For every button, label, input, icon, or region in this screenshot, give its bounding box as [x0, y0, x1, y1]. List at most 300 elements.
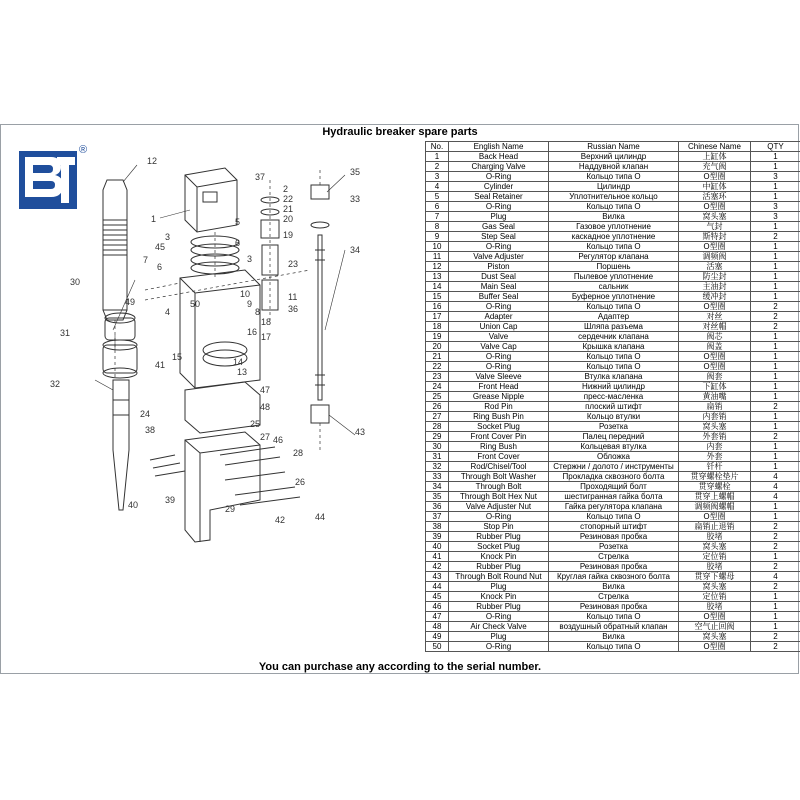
chisel-tool-part [113, 380, 129, 510]
page-title: Hydraulic breaker spare parts [322, 126, 478, 138]
table-row [426, 322, 800, 332]
cell-chinese-name: O型圈 [679, 202, 751, 212]
cell-chinese-name: 扁销止退销 [679, 522, 751, 532]
cell-english-name: Plug [449, 212, 549, 222]
table-row [426, 452, 800, 462]
callout-7: 7 [143, 255, 149, 265]
table-row [426, 182, 800, 192]
column-header-qty: QTY [751, 142, 800, 152]
cell-english-name: Valve [449, 332, 549, 342]
cell-english-name: Back Head [449, 152, 549, 162]
cell-qty: 1 [751, 592, 800, 602]
cell-russian-name: Стержни / долото / инструменты [549, 462, 679, 472]
cell-no: 34 [426, 482, 449, 492]
table-row [426, 492, 800, 502]
table-row [426, 342, 800, 352]
cell-chinese-name: 窝头塞 [679, 582, 751, 592]
cell-english-name: O-Ring [449, 642, 549, 652]
cell-chinese-name: 贯穿螺栓 [679, 482, 751, 492]
cell-english-name: Front Cover [449, 452, 549, 462]
cell-russian-name: Верхний цилиндр [549, 152, 679, 162]
cell-no: 9 [426, 232, 449, 242]
cell-russian-name: Шляпа разъема [549, 322, 679, 332]
callout-48: 48 [260, 402, 271, 412]
cell-qty: 2 [751, 312, 800, 322]
cell-english-name: Buffer Seal [449, 292, 549, 302]
callout-3: 3 [165, 232, 171, 242]
cell-qty: 1 [751, 242, 800, 252]
cell-english-name: Union Cap [449, 322, 549, 332]
callout-21: 21 [283, 204, 294, 214]
cell-chinese-name: 窝头塞 [679, 422, 751, 432]
cell-russian-name: Кольцо типа О [549, 642, 679, 652]
cell-russian-name: Обложка [549, 452, 679, 462]
cell-english-name: O-Ring [449, 362, 549, 372]
callout-9: 9 [247, 299, 253, 309]
cell-no: 38 [426, 522, 449, 532]
cell-english-name: Through Bolt [449, 482, 549, 492]
callout-6: 6 [235, 238, 241, 248]
cell-english-name: Grease Nipple [449, 392, 549, 402]
piston-part [103, 180, 127, 320]
cell-no: 40 [426, 542, 449, 552]
callout-19: 19 [283, 230, 294, 240]
back-head-part [185, 168, 237, 232]
cell-english-name: Through Bolt Hex Nut [449, 492, 549, 502]
cell-no: 41 [426, 552, 449, 562]
cell-english-name: Cylinder [449, 182, 549, 192]
cell-english-name: O-Ring [449, 612, 549, 622]
cell-russian-name: Кольцо типа О [549, 172, 679, 182]
cell-russian-name: Наддувной клапан [549, 162, 679, 172]
table-row [426, 582, 800, 592]
cell-qty: 4 [751, 472, 800, 482]
cell-qty: 1 [751, 192, 800, 202]
callout-45: 45 [155, 242, 166, 252]
cell-no: 15 [426, 292, 449, 302]
cell-no: 23 [426, 372, 449, 382]
cell-no: 1 [426, 152, 449, 162]
cell-chinese-name: 定位销 [679, 592, 751, 602]
cell-no: 14 [426, 282, 449, 292]
spare-parts-table [425, 141, 800, 652]
cell-no: 7 [426, 212, 449, 222]
cell-english-name: Rod/Chisel/Tool [449, 462, 549, 472]
cell-russian-name: Крышка клапана [549, 342, 679, 352]
table-row [426, 462, 800, 472]
cell-qty: 3 [751, 202, 800, 212]
cell-english-name: Valve Cap [449, 342, 549, 352]
callout-10: 10 [240, 289, 251, 299]
table-row [426, 412, 800, 422]
table-row [426, 612, 800, 622]
cell-no: 31 [426, 452, 449, 462]
cell-russian-name: Проходящий болт [549, 482, 679, 492]
cell-english-name: Through Bolt Round Nut [449, 572, 549, 582]
cell-qty: 1 [751, 452, 800, 462]
cell-qty: 2 [751, 642, 800, 652]
cell-chinese-name: 内套 [679, 442, 751, 452]
cell-no: 22 [426, 362, 449, 372]
cell-no: 18 [426, 322, 449, 332]
cell-russian-name: каскадное уплотнение [549, 232, 679, 242]
cell-qty: 1 [751, 512, 800, 522]
cell-chinese-name: 缓冲封 [679, 292, 751, 302]
cell-no: 43 [426, 572, 449, 582]
cell-no: 48 [426, 622, 449, 632]
cell-no: 30 [426, 442, 449, 452]
cell-qty: 1 [751, 612, 800, 622]
callout-29: 29 [225, 504, 236, 514]
cell-russian-name: Стрелка [549, 552, 679, 562]
cell-chinese-name: 对丝帽 [679, 322, 751, 332]
cell-no: 27 [426, 412, 449, 422]
front-cover-part [103, 313, 137, 378]
cell-qty: 2 [751, 582, 800, 592]
cell-qty: 1 [751, 182, 800, 192]
cell-chinese-name: 空气止回阀 [679, 622, 751, 632]
cell-chinese-name: 充气阀 [679, 162, 751, 172]
table-row [426, 532, 800, 542]
cell-no: 28 [426, 422, 449, 432]
cell-english-name: Knock Pin [449, 592, 549, 602]
table-row [426, 212, 800, 222]
cell-english-name: Seal Retainer [449, 192, 549, 202]
cell-chinese-name: 胶堵 [679, 562, 751, 572]
callout-35: 35 [350, 167, 361, 177]
cell-english-name: Adapter [449, 312, 549, 322]
cell-qty: 1 [751, 262, 800, 272]
cell-english-name: Air Check Valve [449, 622, 549, 632]
cell-russian-name: Газовое уплотнение [549, 222, 679, 232]
callout-16: 16 [247, 327, 258, 337]
cell-english-name: Plug [449, 582, 549, 592]
cell-russian-name: стопорный штифт [549, 522, 679, 532]
cell-chinese-name: 防尘封 [679, 272, 751, 282]
cell-english-name: O-Ring [449, 172, 549, 182]
cell-no: 5 [426, 192, 449, 202]
cell-no: 4 [426, 182, 449, 192]
callout-3b: 3 [247, 254, 253, 264]
cell-chinese-name: 贯穿螺栓垫片 [679, 472, 751, 482]
callout-39: 39 [165, 495, 176, 505]
cell-qty: 1 [751, 392, 800, 402]
cell-russian-name: Резиновая пробка [549, 562, 679, 572]
column-header-no: No. [426, 142, 449, 152]
cell-russian-name: Палец передний [549, 432, 679, 442]
callout-42: 42 [275, 515, 286, 525]
cell-qty: 2 [751, 532, 800, 542]
cell-qty: 1 [751, 362, 800, 372]
table-row [426, 602, 800, 612]
cell-chinese-name: 活塞 [679, 262, 751, 272]
callout-37: 37 [255, 172, 266, 182]
table-row [426, 232, 800, 242]
registered-mark: ® [79, 144, 88, 156]
callout-43: 43 [355, 427, 366, 437]
cell-russian-name: Вилка [549, 632, 679, 642]
cell-qty: 1 [751, 222, 800, 232]
cell-english-name: Plug [449, 632, 549, 642]
cell-chinese-name: O型圈 [679, 172, 751, 182]
cell-chinese-name: 斯特封 [679, 232, 751, 242]
cell-chinese-name: 阀芯 [679, 332, 751, 342]
cell-chinese-name: 外套销 [679, 432, 751, 442]
cell-chinese-name: 上缸体 [679, 152, 751, 162]
callout-50: 50 [190, 299, 201, 309]
callout-13: 13 [237, 367, 248, 377]
callout-2: 2 [283, 184, 289, 194]
cell-russian-name: Розетка [549, 542, 679, 552]
cell-english-name: Piston [449, 262, 549, 272]
cell-chinese-name: 对丝 [679, 312, 751, 322]
cell-english-name: Valve Adjuster Nut [449, 502, 549, 512]
cell-qty: 4 [751, 572, 800, 582]
table-row [426, 302, 800, 312]
table-row [426, 572, 800, 582]
cell-russian-name: Вилка [549, 582, 679, 592]
table-header-row [426, 142, 800, 152]
table-row [426, 512, 800, 522]
table-row [426, 402, 800, 412]
callout-34: 34 [350, 245, 361, 255]
column-header-chinese: Chinese Name [679, 142, 751, 152]
cell-qty: 2 [751, 432, 800, 442]
table-row [426, 312, 800, 322]
cell-russian-name: Поршень [549, 262, 679, 272]
cell-russian-name: Регулятор клапана [549, 252, 679, 262]
cell-english-name: O-Ring [449, 202, 549, 212]
cell-chinese-name: 下缸体 [679, 382, 751, 392]
cell-no: 33 [426, 472, 449, 482]
callout-11: 11 [288, 292, 298, 302]
table-row [426, 152, 800, 162]
cell-english-name: Main Seal [449, 282, 549, 292]
cell-russian-name: Кольцо типа О [549, 612, 679, 622]
cell-english-name: Ring Bush [449, 442, 549, 452]
cell-chinese-name: 黄油嘴 [679, 392, 751, 402]
cell-russian-name: Резиновая пробка [549, 532, 679, 542]
table-row [426, 392, 800, 402]
cell-no: 42 [426, 562, 449, 572]
callout-46: 46 [273, 435, 284, 445]
table-row [426, 442, 800, 452]
callout-18: 18 [261, 317, 272, 327]
callout-24: 24 [140, 409, 151, 419]
cell-no: 37 [426, 512, 449, 522]
cell-english-name: Socket Plug [449, 422, 549, 432]
cell-english-name: O-Ring [449, 352, 549, 362]
callout-38: 38 [145, 425, 156, 435]
cell-chinese-name: 调频阀螺帽 [679, 502, 751, 512]
callout-15: 15 [172, 352, 183, 362]
through-bolt-part [311, 185, 329, 423]
table-row [426, 352, 800, 362]
cell-russian-name: Гайка регулятора клапана [549, 502, 679, 512]
table-row [426, 162, 800, 172]
cell-no: 32 [426, 462, 449, 472]
cell-chinese-name: O型圈 [679, 242, 751, 252]
callout-25: 25 [250, 419, 261, 429]
cell-russian-name: Кольцо типа О [549, 242, 679, 252]
cell-qty: 1 [751, 622, 800, 632]
cell-chinese-name: 贯穿下螺母 [679, 572, 751, 582]
cell-chinese-name: 窝头塞 [679, 632, 751, 642]
cell-english-name: Valve Sleeve [449, 372, 549, 382]
cell-no: 3 [426, 172, 449, 182]
cell-qty: 1 [751, 412, 800, 422]
callout-27: 27 [260, 432, 271, 442]
cell-qty: 3 [751, 212, 800, 222]
table-row [426, 202, 800, 212]
cell-chinese-name: O型圈 [679, 302, 751, 312]
cell-qty: 2 [751, 632, 800, 642]
cell-qty: 2 [751, 522, 800, 532]
cell-no: 36 [426, 502, 449, 512]
cell-english-name: Ring Bush Pin [449, 412, 549, 422]
table-row [426, 252, 800, 262]
cell-qty: 2 [751, 232, 800, 242]
callout-30: 30 [70, 277, 81, 287]
cell-chinese-name: 胶堵 [679, 602, 751, 612]
cell-english-name: Valve Adjuster [449, 252, 549, 262]
callout-41: 41 [155, 360, 166, 370]
callout-32: 32 [50, 379, 61, 389]
cell-chinese-name: 主油封 [679, 282, 751, 292]
column-header-english: English Name [449, 142, 549, 152]
cell-english-name: Rubber Plug [449, 562, 549, 572]
cell-no: 29 [426, 432, 449, 442]
table-row [426, 362, 800, 372]
cell-no: 49 [426, 632, 449, 642]
table-row [426, 502, 800, 512]
cell-no: 17 [426, 312, 449, 322]
cell-chinese-name: O型圈 [679, 642, 751, 652]
cell-qty: 3 [751, 172, 800, 182]
cell-no: 39 [426, 532, 449, 542]
table-row [426, 262, 800, 272]
cell-chinese-name: 调频阀 [679, 252, 751, 262]
cell-qty: 1 [751, 332, 800, 342]
cell-russian-name: Прокладка сквозного болта [549, 472, 679, 482]
cell-english-name: Rubber Plug [449, 602, 549, 612]
callout-40: 40 [128, 500, 139, 510]
cell-chinese-name: 贯穿上螺帽 [679, 492, 751, 502]
cell-chinese-name: 胶堵 [679, 532, 751, 542]
cell-no: 24 [426, 382, 449, 392]
cell-no: 50 [426, 642, 449, 652]
cell-no: 2 [426, 162, 449, 172]
table-row [426, 622, 800, 632]
table-row [426, 592, 800, 602]
cell-english-name: O-Ring [449, 512, 549, 522]
cell-no: 13 [426, 272, 449, 282]
callout-6b: 6 [157, 262, 163, 272]
table-row [426, 222, 800, 232]
cell-russian-name: Цилиндр [549, 182, 679, 192]
cell-qty: 1 [751, 352, 800, 362]
cell-no: 16 [426, 302, 449, 312]
cell-english-name: Front Cover Pin [449, 432, 549, 442]
cell-qty: 1 [751, 602, 800, 612]
table-row [426, 542, 800, 552]
cell-qty: 1 [751, 342, 800, 352]
cell-english-name: Stop Pin [449, 522, 549, 532]
table-row [426, 332, 800, 342]
cell-qty: 1 [751, 552, 800, 562]
table-row [426, 372, 800, 382]
cell-no: 8 [426, 222, 449, 232]
cell-english-name: Rod Pin [449, 402, 549, 412]
table-row [426, 642, 800, 652]
cell-russian-name: Кольцо типа О [549, 352, 679, 362]
cell-qty: 1 [751, 252, 800, 262]
cell-chinese-name: O型圈 [679, 512, 751, 522]
cell-qty: 2 [751, 322, 800, 332]
cell-russian-name: плоский штифт [549, 402, 679, 412]
cell-qty: 4 [751, 482, 800, 492]
table-row [426, 272, 800, 282]
table-row [426, 562, 800, 572]
cell-no: 10 [426, 242, 449, 252]
cell-chinese-name: 窝头塞 [679, 212, 751, 222]
cell-chinese-name: O型圈 [679, 612, 751, 622]
cell-russian-name: Вилка [549, 212, 679, 222]
cell-qty: 1 [751, 462, 800, 472]
cell-no: 46 [426, 602, 449, 612]
callout-14: 14 [233, 357, 244, 367]
cell-qty: 2 [751, 402, 800, 412]
cell-russian-name: Розетка [549, 422, 679, 432]
cell-qty: 1 [751, 272, 800, 282]
cell-qty: 1 [751, 382, 800, 392]
cell-chinese-name: 定位销 [679, 552, 751, 562]
callout-17: 17 [261, 332, 272, 342]
cell-russian-name: Кольцо типа О [549, 362, 679, 372]
callout-33: 33 [350, 194, 361, 204]
cell-russian-name: Втулка клапана [549, 372, 679, 382]
callout-31: 31 [60, 328, 71, 338]
table-row [426, 472, 800, 482]
cell-russian-name: Кольцо втулки [549, 412, 679, 422]
callout-44: 44 [315, 512, 326, 522]
table-row [426, 242, 800, 252]
cell-qty: 1 [751, 502, 800, 512]
cell-no: 35 [426, 492, 449, 502]
cell-no: 20 [426, 342, 449, 352]
callout-47: 47 [260, 385, 271, 395]
table-row [426, 282, 800, 292]
cell-chinese-name: 气封 [679, 222, 751, 232]
cell-no: 12 [426, 262, 449, 272]
table-row [426, 432, 800, 442]
cell-chinese-name: 窝头塞 [679, 542, 751, 552]
callout-4: 4 [165, 307, 171, 317]
table-row [426, 632, 800, 642]
purchase-note: You can purchase any according to the serial number. [258, 661, 542, 673]
cell-russian-name: Буферное уплотнение [549, 292, 679, 302]
cell-qty: 1 [751, 422, 800, 432]
callout-36: 36 [288, 304, 299, 314]
cell-chinese-name: 阀套 [679, 372, 751, 382]
cell-english-name: Charging Valve [449, 162, 549, 172]
callout-12: 12 [147, 156, 158, 166]
table-body [426, 152, 800, 652]
cell-russian-name: Пылевое уплотнение [549, 272, 679, 282]
cell-english-name: Dust Seal [449, 272, 549, 282]
cell-english-name: Through Bolt Washer [449, 472, 549, 482]
cell-no: 47 [426, 612, 449, 622]
